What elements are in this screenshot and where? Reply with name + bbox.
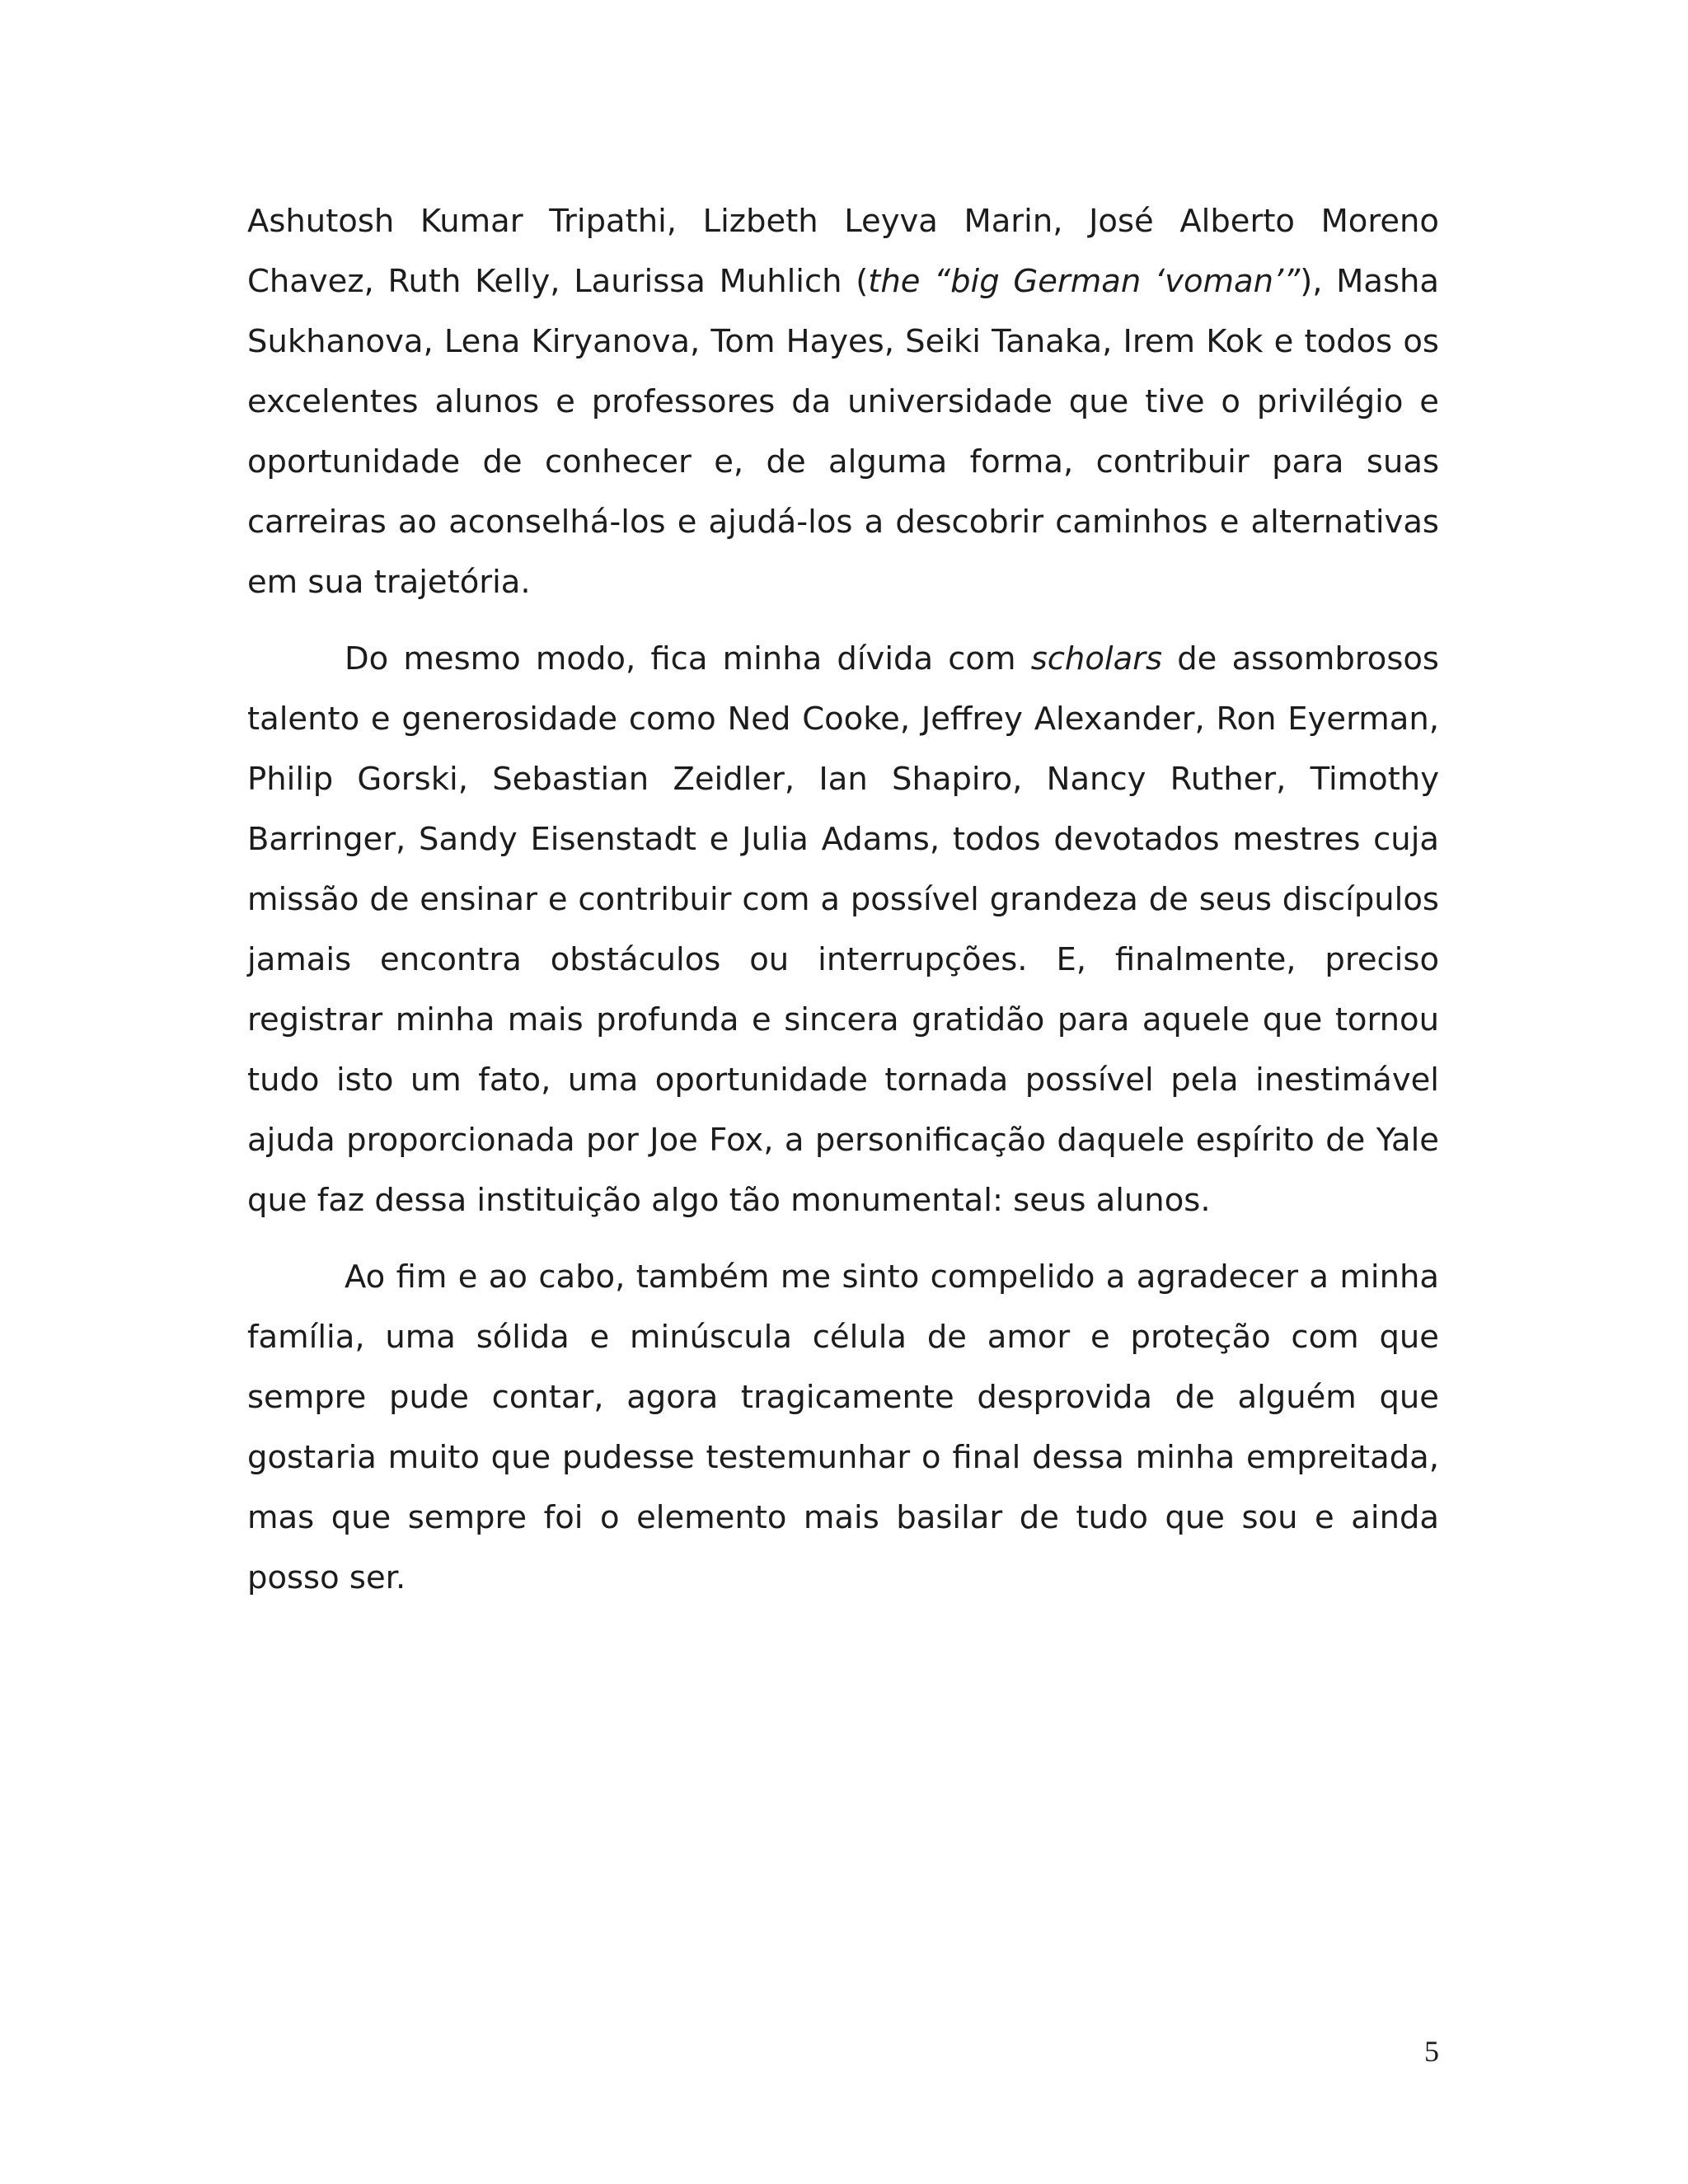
paragraph-1-text-b: ), Masha Sukhanova, Lena Kiryanova, Tom Hayes, Seiki Tanaka, Irem Kok e todos os excelentes alunos e professores da universidade que tive o privilégio e oportunidade de conhecer e, de alguma forma, contribuir para suas carreiras ao aconselhá-los e ajudá-los a descobrir caminhos e alternativas em sua trajetória.	[247, 263, 1440, 601]
paragraph-1-text-a: Ashutosh Kumar Tripathi, Lizbeth Leyva Marin, José Alberto Moreno Chavez, Ruth Kelly, Laurissa Muhlich (	[247, 203, 1439, 300]
paragraph-1-italic-quote: the “big German ‘voman’”	[868, 263, 1301, 300]
paragraph-2-italic-scholars: scholars	[1030, 640, 1163, 677]
paragraph-2-text-b: de assombrosos talento e generosidade como Ned Cooke, Jeffrey Alexander, Ron Eyerman, Philip Gorski, Sebastian Zeidler, Ian Shapiro, Nancy Ruther, Timothy Barringer, Sandy Eisenstadt e Julia Adams, todos devotados mestres cuja missão de ensinar e contribuir com a possível grandeza de seus discípulos jamais encontra obstáculos ou interrupções. E, finalmente, preciso registrar minha mais profunda e sincera gratidão para aquele que tornou tudo isto um fato, uma oportunidade tornada possível pela inestimável ajuda proporcionada por Joe Fox, a personificação daquele espírito de Yale que faz dessa instituição algo tão monumental: seus alunos.	[247, 640, 1439, 1219]
document-body	[247, 191, 1439, 1608]
paragraph-acknowledgements-family	[247, 1247, 1439, 1608]
page-number: 5	[1424, 2035, 1439, 2068]
paragraph-2-text-a: Do mesmo modo, fica minha dívida com	[345, 640, 1031, 677]
paragraph-acknowledgements-students	[247, 191, 1439, 612]
paragraph-3-text: Ao fim e ao cabo, também me sinto compelido a agradecer a minha família, uma sólida e minúscula célula de amor e proteção com que sempre pude contar, agora tragicamente desprovida de alguém que gostaria muito que pudesse testemunhar o final dessa minha empreitada, mas que sempre foi o elemento mais basilar de tudo que sou e ainda posso ser.	[247, 1258, 1439, 1596]
paragraph-acknowledgements-scholars	[247, 629, 1439, 1230]
